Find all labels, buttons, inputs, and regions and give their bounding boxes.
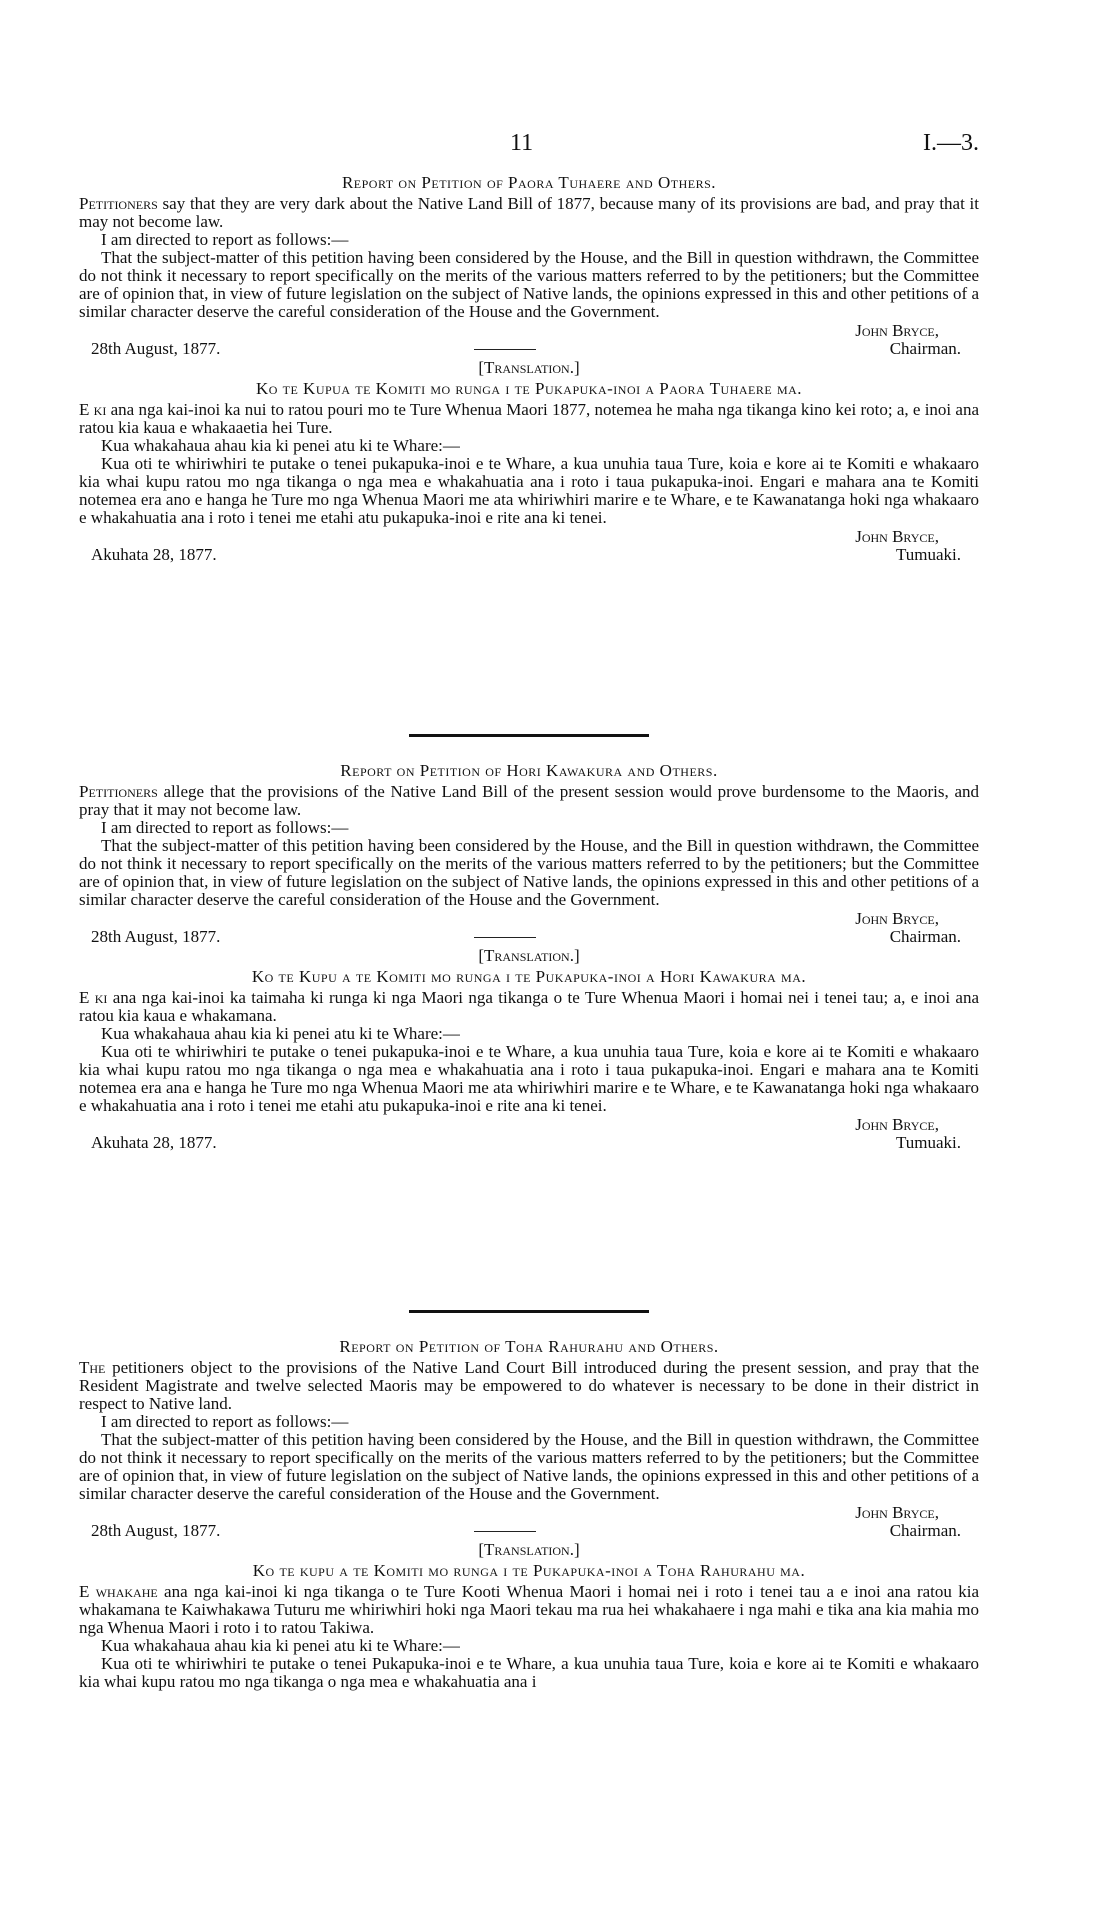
- maori-signatory-name: John Bryce,: [855, 1115, 939, 1134]
- directed-line: I am directed to report as follows:—: [101, 230, 349, 249]
- maori-directed-line: Kua whakahaua ahau kia ki penei atu ki te Whare:—: [101, 436, 460, 455]
- section-title: Report on Petition of Hori Kawakura and Others.: [340, 761, 718, 780]
- maori-signatory-role: Tumuaki.: [895, 1133, 961, 1152]
- report-body: That the subject-matter of this petition having been considered by the House, and the Bill in question withdrawn, the Committee do not think it necessary to report specifically on the merits of the various matters referred to by the petitioners; but the Committee are of opinion that, in view of future legislation on the subject of Native lands, the opinions expressed in this and other petitions of a similar character deserve the careful consideration of the House and the Government.: [79, 836, 979, 909]
- maori-section-title: Ko te Kupua te Komiti mo runga i te Pukapuka-inoi a Paora Tuhaere ma.: [255, 379, 803, 398]
- maori-directed-line: Kua whakahaua ahau kia ki penei atu ki te Whare:—: [101, 1636, 460, 1655]
- maori-signature-row: [79, 1134, 979, 1152]
- signatory-name: John Bryce,: [855, 321, 939, 340]
- maori-signatory-name: John Bryce,: [855, 527, 939, 546]
- report-section-toha-rahurahu: [79, 1338, 979, 1691]
- petition-summary: Petitioners allege that the provisions of the Native Land Bill of the present session would prove burdensome to the Maoris, and pray that it may not become law.: [79, 782, 980, 819]
- report-section-paora-tuhaere: [79, 174, 979, 564]
- report-body: That the subject-matter of this petition having been considered by the House, and the Bill in question withdrawn, the Committee do not think it necessary to report specifically on the merits of the various matters referred to by the petitioners; but the Committee are of opinion that, in view of future legislation on the subject of Native lands, the opinions expressed in this and other petitions of a similar character deserve the careful consideration of the House and the Government.: [79, 248, 979, 321]
- report-body: That the subject-matter of this petition having been considered by the House, and the Bill in question withdrawn, the Committee do not think it necessary to report specifically on the merits of the various matters referred to by the petitioners; but the Committee are of opinion that, in view of future legislation on the subject of Native lands, the opinions expressed in this and other petitions of a similar character deserve the careful consideration of the House and the Government.: [79, 1430, 979, 1503]
- signature-row: [79, 1522, 979, 1540]
- signatory-role: Chairman.: [889, 339, 961, 358]
- maori-report-date: Akuhata 28, 1877.: [91, 545, 217, 564]
- page-reference: I.—3.: [923, 130, 979, 156]
- signatory-name: John Bryce,: [855, 909, 939, 928]
- page-number: 11: [510, 130, 534, 156]
- directed-line: I am directed to report as follows:—: [101, 1412, 349, 1431]
- maori-petition-summary: E whakahe ana nga kai-inoi ki nga tikanga o te Ture Kooti Whenua Maori i homai nei i roto i tenei tau a e inoi ana ratou kia whakamana te Kaiwhakawa Tuturu me whiriwhiri hoki nga Maori tekau ma rua hei whakahaere i nga mahi e tika ana kia mahia mo nga Whenua Maori i roto i to ratou Takiwa.: [79, 1582, 979, 1637]
- maori-petition-summary: E ki ana nga kai-inoi ka nui to ratou pouri mo te Ture Whenua Maori 1877, notemea he maha nga tikanga kino kei roto; a, e inoi ana ratou kia kaua e whakaaetia hei Ture.: [79, 400, 980, 437]
- maori-report-date: Akuhata 28, 1877.: [91, 1133, 217, 1152]
- signatory-role: Chairman.: [889, 1521, 961, 1540]
- short-divider: [474, 1531, 536, 1532]
- section-divider-rule: [409, 734, 649, 737]
- maori-signature-row: [79, 546, 979, 564]
- maori-report-body: Kua oti te whiriwhiri te putake o tenei pukapuka-inoi e te Whare, a kua unuhia taua Ture, koia e kore ai te Komiti e whakaaro kia whai kupu ratou mo nga tikanga o nga mea e whakahuatia ana i roto i taua pukapuka-inoi. Engari e mahara ana te Komiti notemea era ana e hanga he Ture mo nga Whenua Maori me ata whiriwhiri marire e te Whare, e te Kawanatanga hoki nga whakaaro e whakahuatia ana i roto i tenei me etahi atu pukapuka-inoi e rite ana ki tenei.: [79, 1042, 979, 1115]
- section-divider-rule: [409, 1310, 649, 1313]
- section-title: Report on Petition of Toha Rahurahu and Others.: [339, 1337, 719, 1356]
- petition-summary: Petitioners say that they are very dark about the Native Land Bill of 1877, because many of its provisions are bad, and pray that it may not become law.: [79, 194, 980, 231]
- maori-petition-summary: E ki ana nga kai-inoi ka taimaha ki runga ki nga Maori nga tikanga o te Ture Whenua Maori i homai nei i tenei tau; a, e inoi ana ratou kia kaua e whakamana.: [79, 988, 980, 1025]
- report-section-hori-kawakura: [79, 762, 979, 1152]
- report-date: 28th August, 1877.: [91, 927, 221, 946]
- maori-section-title: Ko te Kupu a te Komiti mo runga i te Pukapuka-inoi a Hori Kawakura ma.: [251, 967, 807, 986]
- maori-report-body: Kua oti te whiriwhiri te putake o tenei pukapuka-inoi e te Whare, a kua unuhia taua Ture, koia e kore ai te Komiti e whakaaro kia whai kupu ratou mo nga tikanga o nga mea e whakahuatia ana i roto i taua pukapuka-inoi. Engari e mahara ana te Komiti notemea era ano e hanga he Ture mo nga Whenua Maori me ata whiriwhiri marire e te Whare, e te Kawanatanga hoki nga whakaaro e whakahuatia ana i roto i tenei me etahi atu pukapuka-inoi e rite ana ki tenei.: [79, 454, 979, 527]
- signatory-role: Chairman.: [889, 927, 961, 946]
- section-title: Report on Petition of Paora Tuhaere and Others.: [341, 173, 717, 192]
- directed-line: I am directed to report as follows:—: [101, 818, 349, 837]
- maori-section-title: Ko te kupu a te Komiti mo runga i te Pukapuka-inoi a Toha Rahurahu ma.: [252, 1561, 806, 1580]
- short-divider: [474, 349, 536, 350]
- signature-row: [79, 340, 979, 358]
- maori-directed-line: Kua whakahaua ahau kia ki penei atu ki te Whare:—: [101, 1024, 460, 1043]
- report-date: 28th August, 1877.: [91, 339, 221, 358]
- maori-signatory-role: Tumuaki.: [895, 545, 961, 564]
- petition-summary: The petitioners object to the provisions of the Native Land Court Bill introduced during the present session, and pray that the Resident Magistrate and twelve selected Maoris may be empowered to do whatever is necessary to be done in their district in respect to Native land.: [79, 1358, 980, 1413]
- report-date: 28th August, 1877.: [91, 1521, 221, 1540]
- translation-label: [Translation.]: [478, 1540, 580, 1559]
- translation-label: [Translation.]: [478, 358, 580, 377]
- short-divider: [474, 937, 536, 938]
- maori-report-body: Kua oti te whiriwhiri te putake o tenei Pukapuka-inoi e te Whare, a kua unuhia taua Ture, koia e kore ai te Komiti e whakaaro kia whai kupu ratou mo nga tikanga o nga mea e whakahuatia ana i: [79, 1654, 979, 1691]
- page-header: [79, 130, 979, 162]
- signatory-name: John Bryce,: [855, 1503, 939, 1522]
- signature-row: [79, 928, 979, 946]
- translation-label: [Translation.]: [478, 946, 580, 965]
